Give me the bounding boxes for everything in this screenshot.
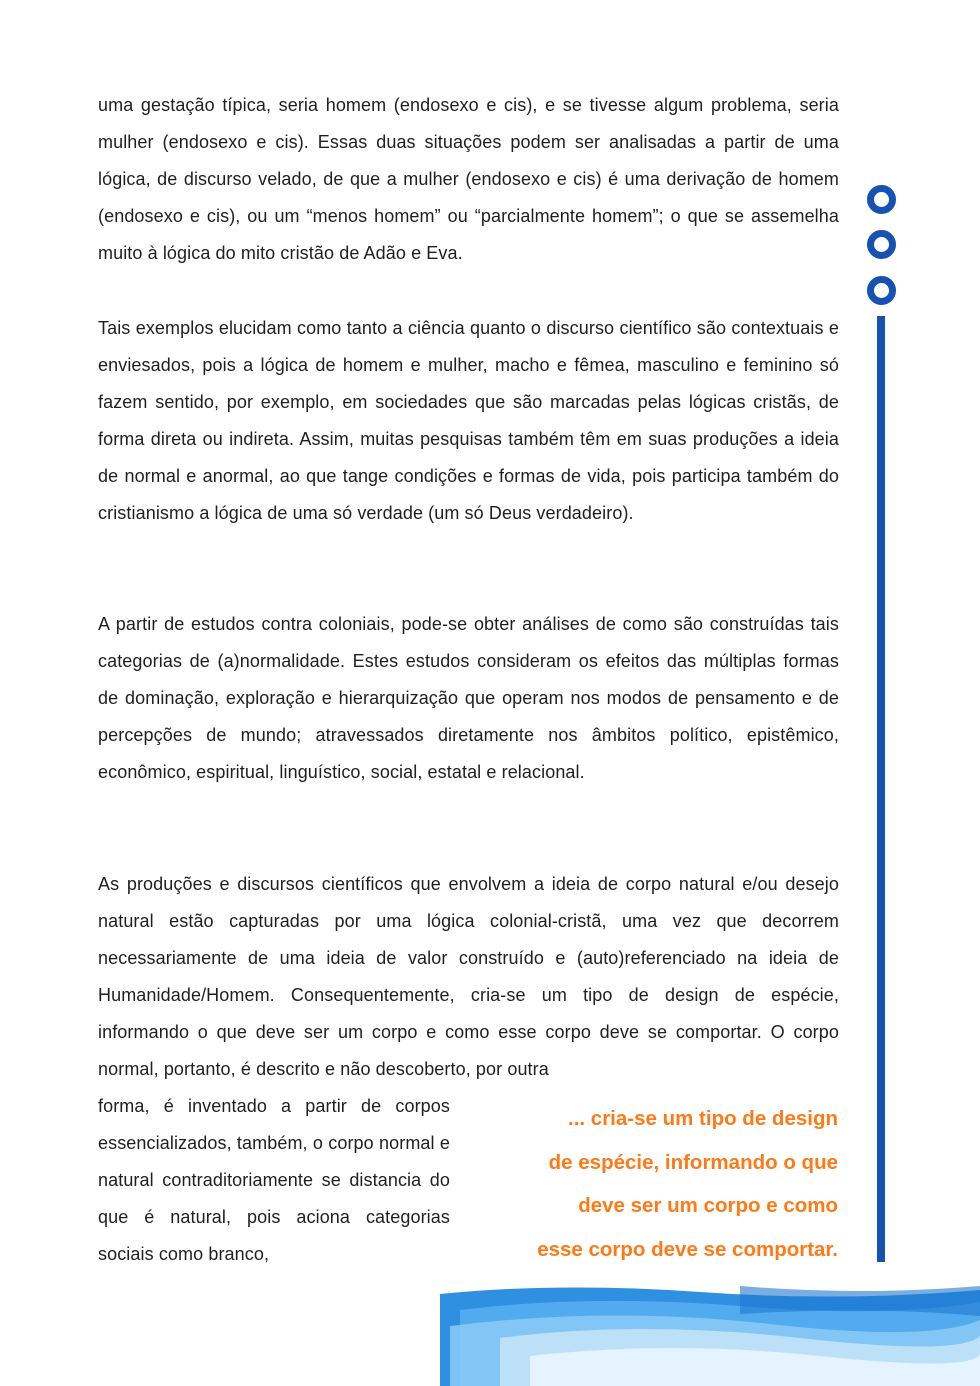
pull-quote-line: esse corpo deve se comportar. bbox=[537, 1237, 838, 1261]
ring-icon bbox=[867, 276, 896, 305]
pull-quote-line: ... cria-se um tipo de design bbox=[568, 1107, 838, 1130]
paragraph-3: A partir de estudos contra coloniais, pode-se obter análises de como são construídas tais categorias de (a)normalidade. Estes estudos consideram os efeitos das múltiplas formas de dominação, exploração e hierarquização que operam nos modos de pensamento e de percepções de mundo; atravessados diretamente nos âmbitos político, epistêmico, econômico, espiritual, linguístico, social, estatal e relacional. bbox=[98, 614, 839, 782]
ring-icon bbox=[867, 230, 896, 259]
watercolor-wave-decoration bbox=[440, 1286, 980, 1386]
pull-quote bbox=[470, 1097, 838, 1271]
paragraph-1: uma gestação típica, seria homem (endosexo e cis), e se tivesse algum problema, seria mulher (endosexo e cis). Essas duas situações podem ser analisadas a partir de uma lógica, de discurso velado, de que a mulher (endosexo e cis) é uma derivação de homem (endosexo e cis), ou um “menos homem” ou “parcialmente homem”; o que se assemelha muito à lógica do mito cristão de Adão e Eva. bbox=[98, 95, 839, 263]
side-divider bbox=[877, 316, 885, 1262]
pull-quote-line: de espécie, informando o que bbox=[548, 1150, 838, 1174]
paragraph-2: Tais exemplos elucidam como tanto a ciência quanto o discurso científico são contextuais e enviesados, pois a lógica de homem e mulher, macho e fêmea, masculino e feminino só fazem sentido, por exemplo, em sociedades que são marcadas pelas lógicas cristãs, de forma direta ou indireta. Assim, muitas pesquisas também têm em suas produções a ideia de normal e anormal, ao que tange condições e formas de vida, pois participa também do cristianismo a lógica de uma só verdade (um só Deus verdadeiro). bbox=[98, 318, 839, 523]
paragraph-5: forma, é inventado a partir de corpos essencializados, também, o corpo normal e natural contraditoriamente se distancia do que é natural, pois aciona categorias sociais como branco, bbox=[98, 1096, 450, 1264]
ring-icon bbox=[867, 185, 896, 214]
pull-quote-line: deve ser um corpo e como bbox=[578, 1194, 838, 1217]
paragraph-4: As produções e discursos científicos que envolvem a ideia de corpo natural e/ou desejo natural estão capturadas por uma lógica colonial-cristã, uma vez que decorrem necessariamente de uma ideia de valor construído e (auto)referenciado na ideia de Humanidade/Homem. Consequentemente, cria-se um tipo de design de espécie, informando o que deve ser um corpo e como esse corpo deve se comportar. O corpo normal, portanto, é descrito e não descoberto, por outra bbox=[98, 874, 839, 1079]
